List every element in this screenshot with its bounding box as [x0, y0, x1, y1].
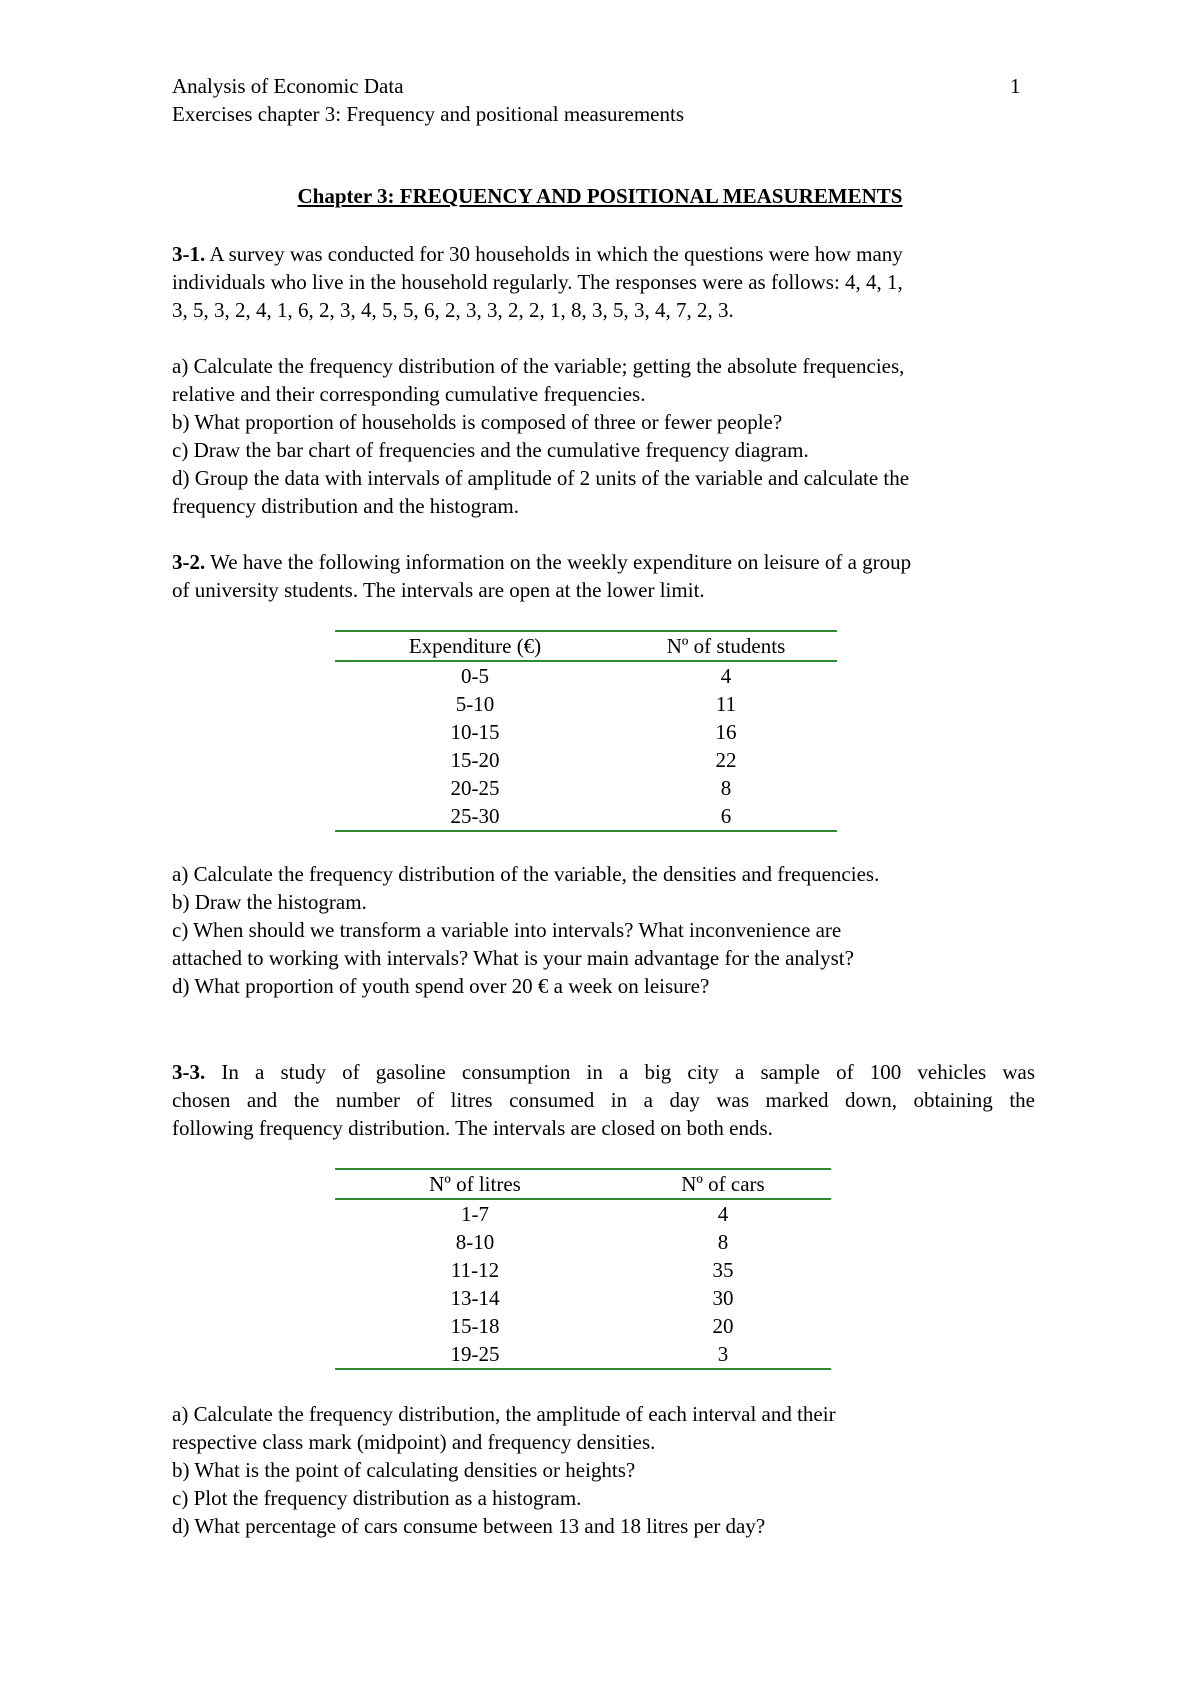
table-cell: 11: [715, 691, 737, 716]
table-row: [335, 1340, 831, 1369]
table-cell: 35: [712, 1257, 734, 1282]
table-cell: 19-25: [335, 1340, 615, 1369]
question-line: a) Calculate the frequency distribution of the variable; getting the absolute frequencies,: [172, 354, 905, 378]
exercise-number: 3-2.: [172, 550, 206, 574]
table-cell: 8: [720, 775, 732, 800]
exercise-3-2-line-1: 3-2. We have the following information on the weekly expenditure on leisure of a group: [172, 550, 912, 574]
table-row: [335, 746, 837, 774]
litres-table: [335, 1168, 831, 1370]
question-line: d) Group the data with intervals of amplitude of 2 units of the variable and calculate the: [172, 466, 910, 490]
column-header: Expenditure (€): [335, 631, 615, 661]
question-line: a) Calculate the frequency distribution of the variable, the densities and frequencies.: [172, 862, 880, 886]
table-row: [335, 718, 837, 746]
header-course: Analysis of Economic Data: [172, 74, 404, 98]
question-line: b) Draw the histogram.: [172, 890, 367, 914]
table-cell: 4: [720, 663, 732, 688]
question-line: respective class mark (midpoint) and frequency densities.: [172, 1430, 656, 1454]
table-cell: 5-10: [455, 691, 495, 716]
question-line: c) Plot the frequency distribution as a histogram.: [172, 1486, 582, 1510]
table-row: [335, 1199, 831, 1228]
question-line: a) Calculate the frequency distribution, the amplitude of each interval and their: [172, 1402, 836, 1426]
table-row: [335, 1284, 831, 1312]
table-cell: 20-25: [450, 775, 500, 800]
column-header: Nº of students: [615, 631, 837, 661]
exercise-3-3-line-3: following frequency distribution. The intervals are closed on both ends.: [172, 1116, 773, 1140]
question-line: b) What proportion of households is composed of three or fewer people?: [172, 410, 783, 434]
table-cell: 10-15: [450, 719, 500, 744]
exercise-3-3-statement: [172, 1058, 1035, 1142]
table-header-row: [335, 631, 837, 661]
table-cell: 13-14: [450, 1285, 500, 1310]
question-line: c) When should we transform a variable into intervals? What inconvenience are: [172, 918, 842, 942]
table-header-row: [335, 1169, 831, 1199]
exercise-3-1-line-3: 3, 5, 3, 2, 4, 1, 6, 2, 3, 4, 5, 5, 6, 2, 3, 3, 2, 2, 1, 8, 3, 5, 3, 4, 7, 2, 3.: [172, 298, 734, 322]
question-line: d) What percentage of cars consume between 13 and 18 litres per day?: [172, 1514, 766, 1538]
question-line: frequency distribution and the histogram.: [172, 494, 520, 518]
table-row: [335, 661, 837, 690]
exercise-3-1-statement: [172, 240, 1035, 324]
page-number: 1: [1010, 74, 1021, 98]
exercise-3-3-line-1: 3-3. In a study of gasoline consumption in a big city a sample of 100 vehicles was: [172, 1060, 1035, 1084]
question-line: d) What proportion of youth spend over 20 € a week on leisure?: [172, 974, 710, 998]
table-cell: 11-12: [450, 1257, 500, 1282]
exercise-3-1-line-1: 3-1. A survey was conducted for 30 households in which the questions were how many: [172, 242, 903, 266]
question-line: attached to working with intervals? What is your main advantage for the analyst?: [172, 946, 854, 970]
table-cell: 4: [717, 1201, 729, 1226]
question-line: relative and their corresponding cumulative frequencies.: [172, 382, 646, 406]
table-cell: 0-5: [461, 663, 489, 688]
table-row: [335, 774, 837, 802]
exercise-3-2-line-2: of university students. The intervals are open at the lower limit.: [172, 578, 705, 602]
table-cell: 15-20: [450, 747, 500, 772]
question-line: c) Draw the bar chart of frequencies and the cumulative frequency diagram.: [172, 438, 809, 462]
header-subtitle: Exercises chapter 3: Frequency and positional measurements: [172, 102, 684, 126]
table-row: [335, 1312, 831, 1340]
exercise-number: 3-1.: [172, 242, 206, 266]
table-row: [335, 802, 837, 831]
table-cell: 22: [715, 747, 737, 772]
exercise-3-2-statement: [172, 548, 1035, 604]
table-cell: 6: [615, 802, 837, 831]
table-row: [335, 690, 837, 718]
table-cell: 25-30: [335, 802, 615, 831]
exercise-3-3-questions: [172, 1400, 1035, 1540]
exercise-3-1-line-2: individuals who live in the household regularly. The responses were as follows: 4, 4, 1,: [172, 270, 903, 294]
table-cell: 20: [712, 1313, 734, 1338]
table-row: [335, 1256, 831, 1284]
column-header: Nº of litres: [335, 1169, 615, 1199]
exercise-3-2-questions: [172, 860, 1035, 1000]
table-cell: 15-18: [450, 1313, 500, 1338]
table-cell: 8: [717, 1229, 729, 1254]
table-cell: 16: [715, 719, 737, 744]
question-line: b) What is the point of calculating densities or heights?: [172, 1458, 636, 1482]
exercise-3-3-line-2: chosen and the number of litres consumed in a day was marked down, obtaining the: [172, 1088, 1035, 1112]
column-header: Nº of cars: [615, 1169, 831, 1199]
table-cell: 30: [712, 1285, 734, 1310]
chapter-title: Chapter 3: FREQUENCY AND POSITIONAL MEASUREMENTS: [297, 184, 903, 208]
table-row: [335, 1228, 831, 1256]
expenditure-table: [335, 630, 837, 832]
table-cell: 8-10: [455, 1229, 495, 1254]
table-cell: 1-7: [461, 1201, 489, 1226]
exercise-number: 3-3.: [172, 1060, 206, 1084]
table-cell: 3: [615, 1340, 831, 1369]
exercise-3-1-questions: [172, 352, 1035, 520]
